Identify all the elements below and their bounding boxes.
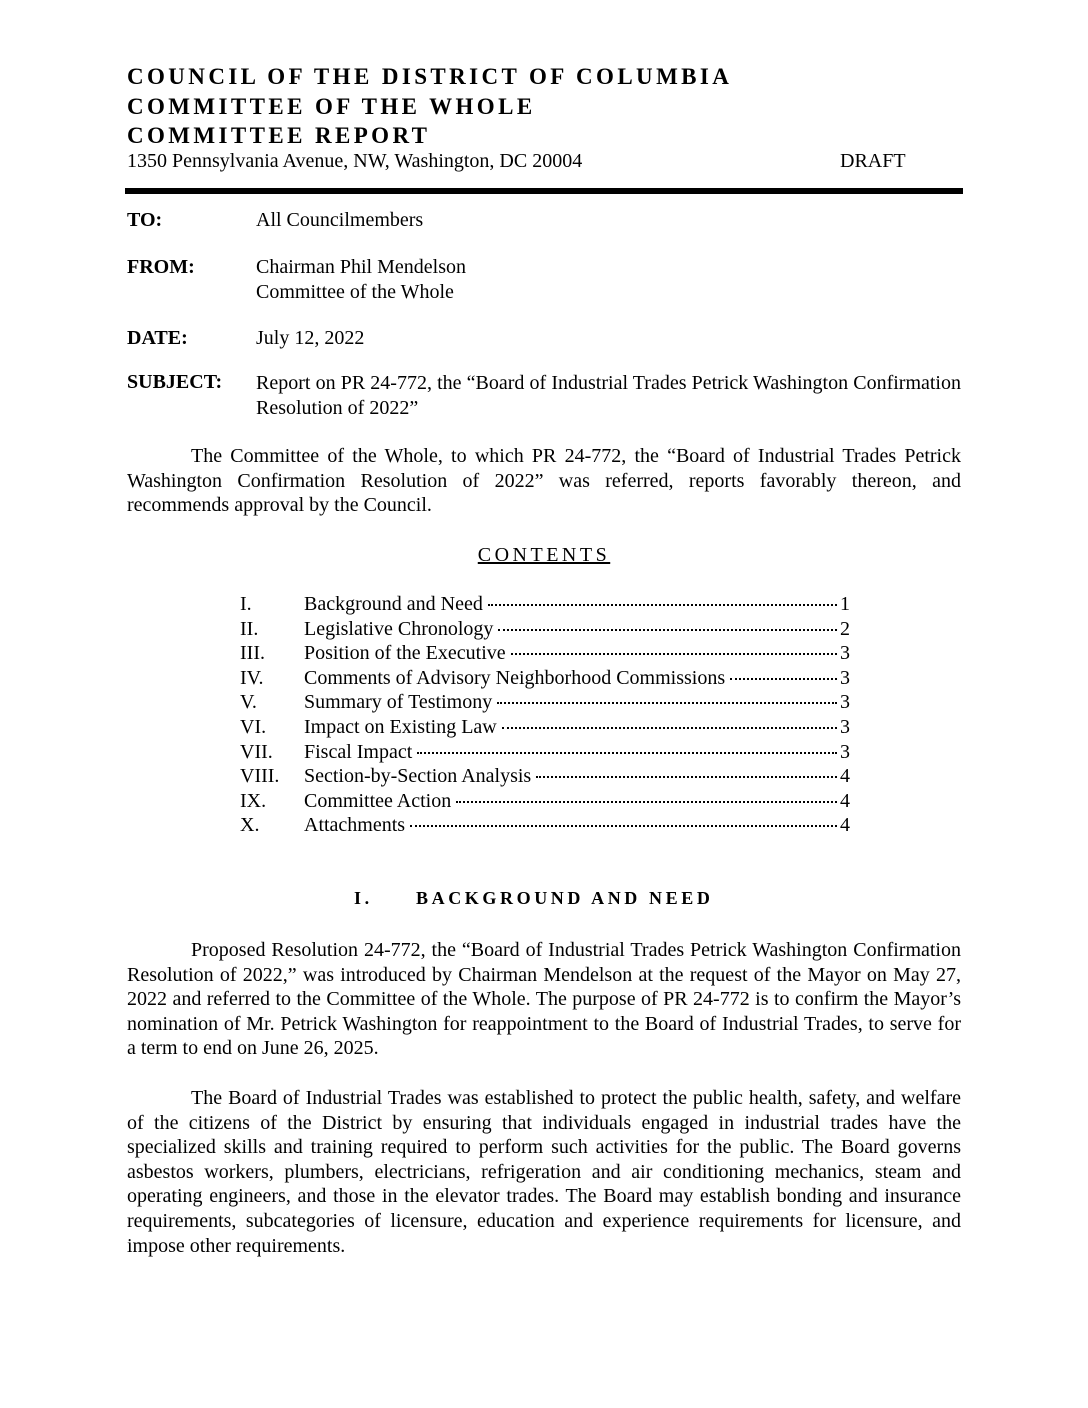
toc-page-number: 2 <box>840 617 850 640</box>
toc-page-number: 3 <box>840 740 850 763</box>
report-type-heading: COMMITTEE REPORT <box>127 123 431 148</box>
toc-title-text: Fiscal Impact <box>304 740 413 763</box>
toc-dot-leader <box>511 653 837 655</box>
toc-entry <box>304 690 850 715</box>
toc-row <box>240 740 850 765</box>
section-number: I. <box>354 888 373 908</box>
toc-page-number: 3 <box>840 715 850 738</box>
toc-number: I. <box>240 593 252 615</box>
toc-title-text: Impact on Existing Law <box>304 715 497 738</box>
header-divider <box>125 188 963 194</box>
from-label: FROM: <box>127 256 195 278</box>
toc-number: VIII. <box>240 765 280 788</box>
toc-row <box>240 617 850 642</box>
toc-title-text: Background and Need <box>304 593 483 615</box>
toc-number: IX. <box>240 789 267 812</box>
toc-entry <box>304 641 850 666</box>
toc-number: III. <box>240 642 265 665</box>
from-value-name: Chairman Phil Mendelson <box>256 256 466 278</box>
toc-entry <box>304 764 850 789</box>
table-of-contents <box>240 592 850 838</box>
intro-paragraph: The Committee of the Whole, to which PR 24-772, the “Board of Industrial Trades Petrick Washington Confirmation Resolution of 2022” was referred, reports favorably thereon, and recommends approval by the Council. <box>127 445 961 517</box>
toc-row <box>240 764 850 789</box>
section-title: BACKGROUND AND NEED <box>416 888 714 908</box>
toc-dot-leader <box>498 629 837 631</box>
toc-entry <box>304 813 850 838</box>
toc-title-text: Comments of Advisory Neighborhood Commissions <box>304 666 726 689</box>
toc-title-text: Section-by-Section Analysis <box>304 765 532 788</box>
contents-heading-text: CONTENTS <box>477 544 611 566</box>
toc-dot-leader <box>417 752 837 754</box>
date-label: DATE: <box>127 327 188 349</box>
toc-number: VI. <box>240 715 267 738</box>
toc-page-number: 4 <box>840 814 850 837</box>
toc-row <box>240 813 850 838</box>
toc-title-text: Attachments <box>304 814 406 837</box>
toc-entry <box>304 666 850 691</box>
toc-entry <box>304 617 850 642</box>
subject-label: SUBJECT: <box>127 371 223 393</box>
toc-number: VII. <box>240 740 273 763</box>
council-address: 1350 Pennsylvania Avenue, NW, Washington, DC 20004 <box>127 150 583 172</box>
toc-number: X. <box>240 814 260 837</box>
toc-page-number: 4 <box>840 765 850 788</box>
toc-page-number: 4 <box>840 789 850 812</box>
contents-heading <box>0 544 1088 567</box>
toc-dot-leader <box>730 678 837 680</box>
toc-page-number: 3 <box>840 666 850 689</box>
toc-number: IV. <box>240 666 264 689</box>
toc-row <box>240 666 850 691</box>
toc-row <box>240 715 850 740</box>
toc-entry <box>304 789 850 814</box>
background-paragraph-1: Proposed Resolution 24-772, the “Board of Industrial Trades Petrick Washington Confirmation Resolution of 2022,” was introduced by Chairman Mendelson at the request of the Mayor on May 27, 2022 and referred to the Committee of the Whole. The purpose of PR 24-772 is to confirm the Mayor’s nomination of Mr. Petrick Washington for reappointment to the Board of Industrial Trades, to serve for a term to end on June 26, 2025. <box>127 939 961 1060</box>
toc-row <box>240 789 850 814</box>
toc-page-number: 3 <box>840 642 850 665</box>
to-value: All Councilmembers <box>256 209 424 231</box>
toc-dot-leader <box>410 825 837 827</box>
toc-entry <box>304 740 850 765</box>
toc-number: V. <box>240 691 257 714</box>
toc-dot-leader <box>488 604 837 606</box>
toc-page-number: 1 <box>840 593 850 615</box>
background-paragraph-2: The Board of Industrial Trades was established to protect the public health, safety, and welfare of the citizens of the District by ensuring that individuals engaged in industrial trades have the specialized skills and training required to perform such activities for the public. The Board governs asbestos workers, plumbers, electricians, refrigeration and air conditioning mechanics, steam and operating engineers, and those in the elevator trades. The Board may establish bonding and insurance requirements, subcategories of licensure, education and experience requirements for licensure, and impose other requirements. <box>127 1087 961 1257</box>
toc-dot-leader <box>456 801 837 803</box>
toc-row <box>240 690 850 715</box>
toc-title-text: Summary of Testimony <box>304 691 493 714</box>
toc-title-text: Legislative Chronology <box>304 617 494 640</box>
toc-title-text: Position of the Executive <box>304 642 506 665</box>
toc-number: II. <box>240 617 259 640</box>
draft-status-label: DRAFT <box>840 150 906 172</box>
from-value-committee: Committee of the Whole <box>256 281 454 303</box>
toc-row <box>240 641 850 666</box>
council-name-heading: COUNCIL OF THE DISTRICT OF COLUMBIA <box>127 64 733 89</box>
subject-value: Report on PR 24-772, the “Board of Industrial Trades Petrick Washington Confirmation Resolution of 2022” <box>256 372 961 419</box>
to-label: TO: <box>127 209 163 231</box>
toc-page-number: 3 <box>840 691 850 714</box>
toc-title-text: Committee Action <box>304 789 452 812</box>
toc-dot-leader <box>497 702 837 704</box>
toc-dot-leader <box>502 727 837 729</box>
toc-entry <box>304 715 850 740</box>
date-value: July 12, 2022 <box>256 327 365 349</box>
toc-entry <box>304 592 850 617</box>
toc-row <box>240 592 850 617</box>
committee-name-heading: COMMITTEE OF THE WHOLE <box>127 94 536 119</box>
toc-dot-leader <box>536 776 837 778</box>
